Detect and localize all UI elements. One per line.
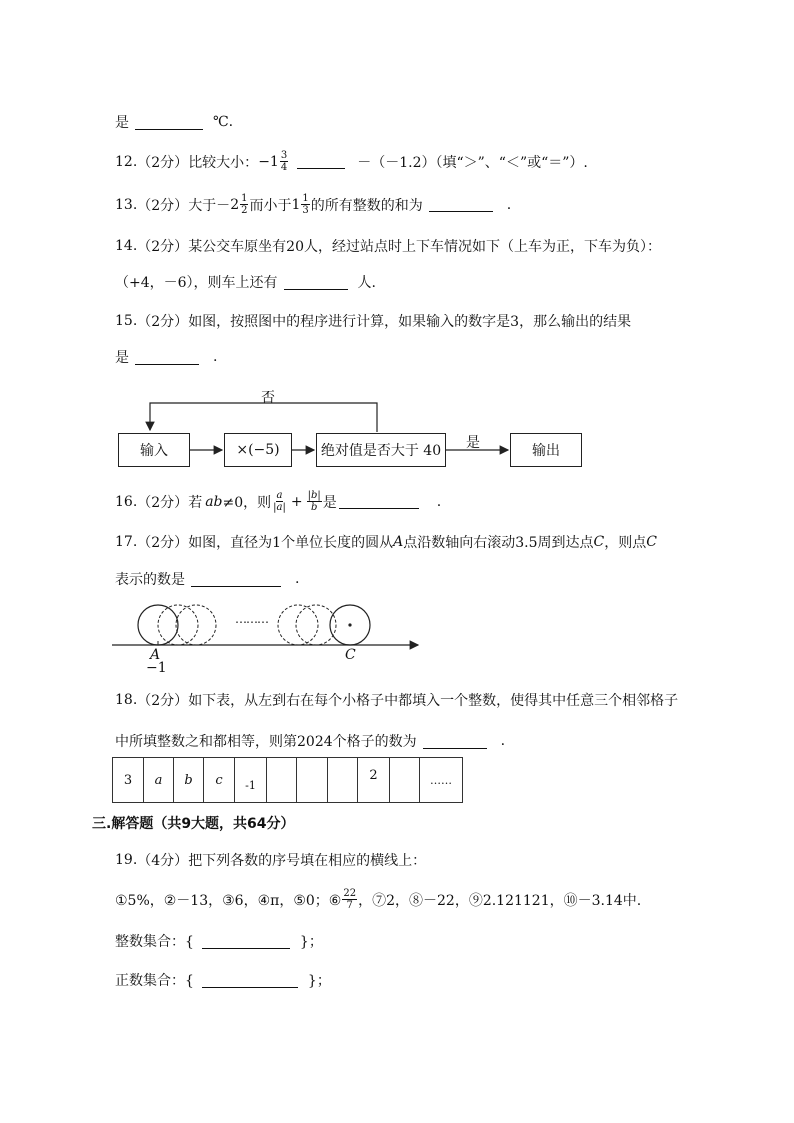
q18-text-a: 如下表，从左到右在每个小格子中都填入一个整数，使得其中任意三个相邻格子	[188, 693, 679, 709]
q17-text-a: 如图，直径为1个单位长度的圆从	[188, 535, 394, 551]
q18-end: .	[500, 733, 506, 749]
q12-points: （2分）	[137, 154, 189, 171]
grid-cell: b	[174, 758, 204, 802]
q15-text-b: 是	[115, 350, 129, 366]
q17-answer-blank[interactable]	[191, 572, 281, 587]
flow-no-label: 否	[261, 390, 275, 406]
circle-end-center	[348, 623, 351, 626]
q15-points: （2分）	[137, 314, 189, 330]
q16	[115, 490, 441, 513]
axis-label-a: A	[150, 647, 161, 663]
circle-dashed-2	[176, 605, 216, 645]
q19-set1-label: 整数集合：{	[115, 934, 194, 950]
q15-end: .	[213, 349, 218, 365]
q13-f2-den: 3	[302, 205, 309, 216]
q14-text-c: 人.	[357, 275, 376, 291]
q13-end: .	[506, 196, 512, 213]
q18-answer-blank[interactable]	[423, 734, 487, 749]
q16-end: .	[436, 493, 442, 510]
q16-plus: +	[290, 493, 303, 510]
q12-text-a: 比较大小：	[188, 154, 259, 171]
q16-points: （2分）	[137, 494, 189, 511]
q18-num: 18.	[115, 692, 138, 708]
grid-cell: ……	[430, 773, 452, 787]
grid-cell: c	[204, 758, 235, 802]
grid-cell: -1	[235, 758, 267, 802]
q16-fraction-2	[307, 490, 322, 513]
q17-point-c: C	[593, 534, 605, 550]
q13-num: 13.	[115, 196, 138, 213]
section-title: 三.解答题（共9大题，共64分）	[92, 816, 295, 832]
q16-text-b: 是	[322, 494, 337, 511]
q14-text-a: 某公交车原坐有20人，经过站点时上下车情况如下（上车为正，下车为负）：	[188, 239, 661, 255]
feedback-loop-line	[150, 403, 377, 432]
q19-list-a: ①5%，②－13，③6，④π，⑤0；⑥	[115, 892, 342, 909]
grid-cell	[267, 758, 297, 802]
q16-num: 16.	[115, 493, 138, 510]
flow-yes-label: 是	[466, 435, 480, 451]
q19-fraction	[342, 888, 357, 911]
q11-end: .	[228, 114, 234, 130]
q18-line-1	[115, 690, 678, 710]
q19-frac-den: 7	[346, 900, 353, 911]
q16-f2-num: |b|	[307, 490, 321, 501]
q18-line-2	[115, 731, 505, 751]
q19-set2-close: }；	[307, 973, 331, 989]
q15-text-a: 如图，按照图中的程序进行计算，如果输入的数字是3，那么输出的结果	[188, 314, 632, 330]
q13-text-b: 而小于	[249, 197, 292, 214]
grid-cell	[297, 758, 328, 802]
q17-point-c-2: C	[646, 534, 657, 550]
q14-points: （2分）	[137, 239, 189, 255]
q13-f1-den: 2	[241, 205, 248, 216]
q13-text-a: 大于－	[188, 197, 231, 214]
q12-frac-den: 4	[280, 162, 288, 173]
q12-text-b: －（－1.2）（填“＞”、“＜”或“＝”）.	[357, 154, 588, 171]
q13-text-c: 的所有整数的和为	[310, 197, 423, 214]
q12-whole: 1	[269, 153, 279, 170]
flowchart-arrows	[0, 0, 794, 480]
flow-box-check: 绝对值是否大于 40	[316, 433, 446, 467]
q13-f2-num: 1	[302, 193, 309, 204]
q17-end: .	[295, 571, 300, 587]
axis-dots: ………	[235, 612, 268, 626]
grid-cell: a	[144, 758, 174, 802]
q16-f1-num: a	[276, 490, 283, 501]
grid-cell	[390, 758, 420, 802]
q17-text-b: 点沿数轴向右滚动3.5周到达点	[403, 535, 594, 551]
q18-cell-table	[112, 757, 463, 803]
q14-text-b: （+4，－6），则车上还有	[115, 275, 278, 291]
q13-whole-1: 2	[230, 196, 240, 213]
q14-num: 14.	[115, 238, 138, 254]
q17-line-2	[115, 569, 299, 589]
q19-set-integers	[115, 931, 323, 951]
q16-text-a: 若	[188, 494, 203, 511]
flow-box-output: 输出	[510, 433, 582, 467]
q12-neg: −	[258, 153, 270, 170]
q16-neq: ≠0，则	[222, 494, 272, 511]
rolling-circle-figure	[0, 595, 794, 685]
q16-f2-den: b	[310, 502, 318, 513]
q15-num: 15.	[115, 313, 138, 329]
grid-cell: 3	[113, 758, 144, 802]
q13-f1-num: 1	[241, 193, 248, 204]
q16-answer-blank[interactable]	[339, 494, 419, 509]
grid-cell	[328, 758, 358, 802]
q17-text-c: ，则点	[604, 535, 647, 551]
flow-box-multiply: ×(−5)	[224, 433, 292, 467]
q16-f1-den: |a|	[273, 502, 286, 513]
grid-cell: 2	[358, 758, 390, 802]
q13-whole-2: 1	[291, 196, 301, 213]
flow-box-input: 输入	[118, 433, 190, 467]
q18-points: （2分）	[137, 693, 189, 709]
q17-text-d: 表示的数是	[115, 572, 185, 588]
q11-unit: ℃	[213, 114, 229, 130]
q19-points: （4分）	[137, 853, 189, 869]
q17-line-1	[115, 532, 657, 552]
q19-set1-blank[interactable]	[202, 934, 290, 949]
q18-text-b: 中所填整数之和都相等，则第2024个格子的数为	[115, 734, 417, 750]
q17-point-a: A	[393, 534, 404, 550]
q11-prefix: 是	[115, 115, 129, 131]
q19-line-2	[115, 888, 641, 911]
q17-points: （2分）	[137, 535, 189, 551]
q19-frac-num: 22	[343, 888, 357, 899]
q16-cond: ab	[205, 493, 223, 510]
circle-dashed-3	[278, 605, 318, 645]
q17-num: 17.	[115, 534, 138, 550]
q19-list-b: ，⑦2，⑧－22，⑨2.121121，⑩－3.14中.	[358, 892, 642, 909]
axis-label-a-value: −1	[146, 660, 167, 676]
q19-set1-close: }；	[299, 934, 323, 950]
q19-num: 19.	[115, 852, 138, 868]
q19-text-a: 把下列各数的序号填在相应的横线上：	[188, 853, 427, 869]
q19-line-1	[115, 850, 426, 870]
q12-num: 12.	[115, 153, 138, 170]
q19-set2-label: 正数集合：{	[115, 973, 194, 989]
q12-frac-num: 3	[280, 150, 288, 161]
q19-set2-blank[interactable]	[202, 973, 298, 988]
q16-fraction-1	[272, 490, 287, 513]
axis-label-c: C	[345, 647, 356, 663]
q13-points: （2分）	[137, 197, 189, 214]
q19-set-positives	[115, 970, 331, 990]
